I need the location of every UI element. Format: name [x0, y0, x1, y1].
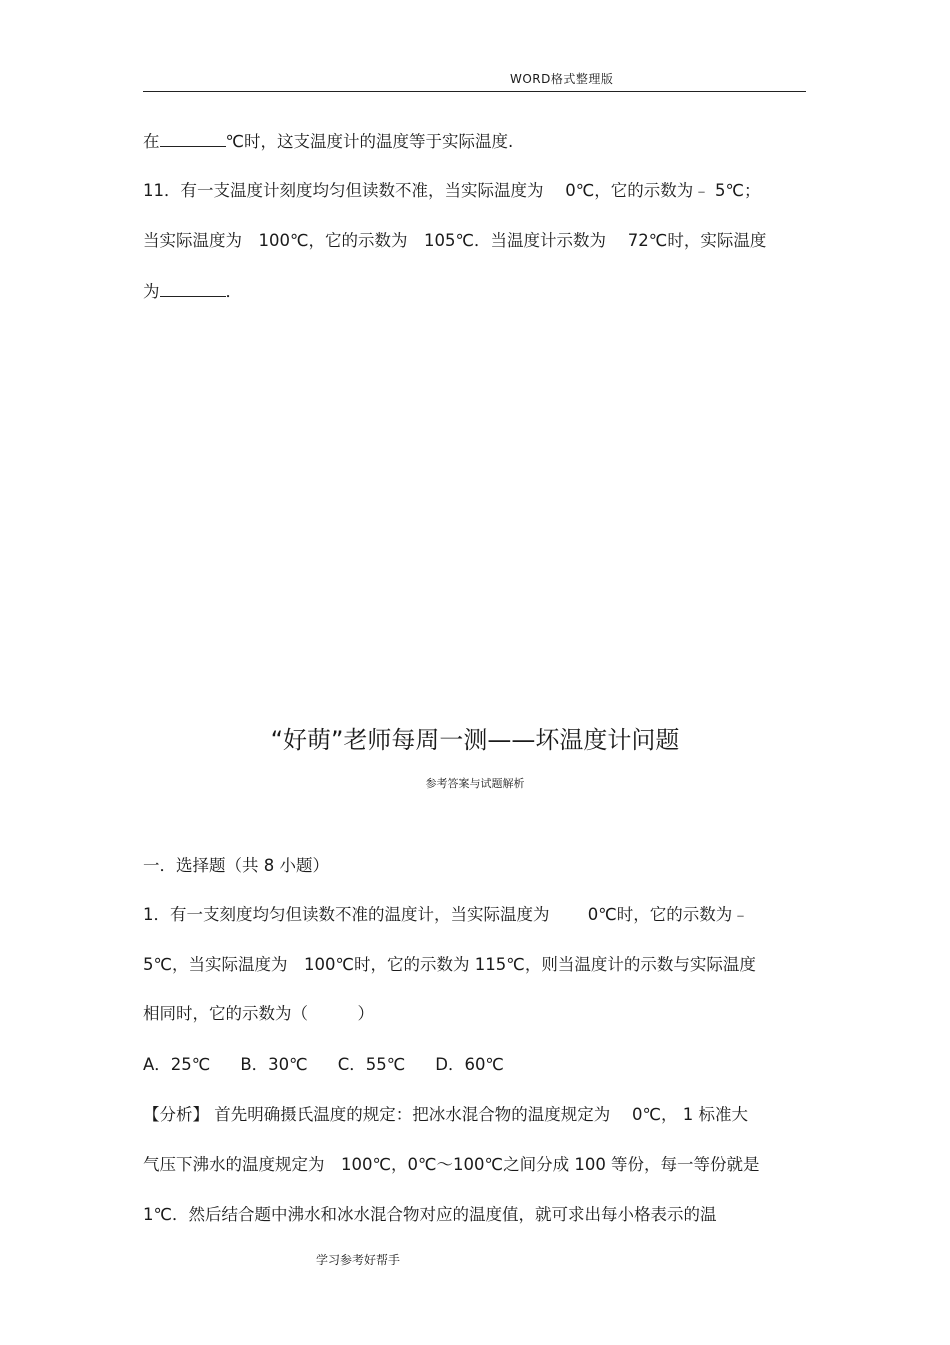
q11-line-3 — [143, 281, 242, 302]
q11-line-1: 11．有一支温度计刻度均匀但读数不准，当实际温度为 0℃，它的示数为﹣ 5℃； — [143, 181, 761, 200]
analysis-line-3: 1℃．然后结合题中沸水和冰水混合物对应的温度值，就可求出每小格表示的温 — [143, 1205, 717, 1224]
q11-post: ． — [225, 282, 242, 301]
answer-subtitle: 参考答案与试题解析 — [425, 777, 525, 790]
header-divider — [143, 91, 806, 92]
q1-line-1: 1．有一支刻度均匀但读数不准的温度计，当实际温度为 0℃时，它的示数为﹣ — [143, 905, 749, 924]
q1-line-2: 5℃，当实际温度为 100℃时，它的示数为 115℃，则当温度计的示数与实际温度 — [143, 955, 756, 974]
answer-title: “好萌”老师每周一测——坏温度计问题 — [270, 726, 680, 754]
header-title: WORD格式整理版 — [510, 72, 614, 86]
answer-blank — [160, 131, 226, 147]
q1-line-3: 相同时，它的示数为（ ） — [143, 1004, 374, 1023]
footer-text: 学习参考好帮手 — [316, 1253, 401, 1267]
option-d: D．60℃ — [435, 1055, 504, 1074]
q10-post: ℃时，这支温度计的温度等于实际温度. — [225, 132, 514, 151]
option-a: A．25℃ — [143, 1055, 211, 1074]
q11-line-2: 当实际温度为 100℃，它的示数为 105℃．当温度计示数为 72℃时，实际温度 — [143, 231, 767, 250]
q11-pre: 为 — [143, 282, 160, 301]
q10-pre: 在 — [143, 132, 160, 151]
q1-options — [143, 1055, 534, 1075]
answer-blank — [160, 281, 226, 297]
option-c: C．55℃ — [337, 1055, 406, 1074]
analysis-line-2: 气压下沸水的温度规定为 100℃，0℃～100℃之间分成 100 等份，每一等份就是 — [143, 1155, 760, 1174]
section-heading: 一．选择题（共 8 小题） — [143, 856, 329, 875]
option-b: B．30℃ — [240, 1055, 308, 1074]
q10-tail-line — [143, 131, 513, 152]
analysis-line-1: 【分析】 首先明确摄氏温度的规定：把冰水混合物的温度规定为 0℃， 1 标准大 — [143, 1105, 749, 1124]
